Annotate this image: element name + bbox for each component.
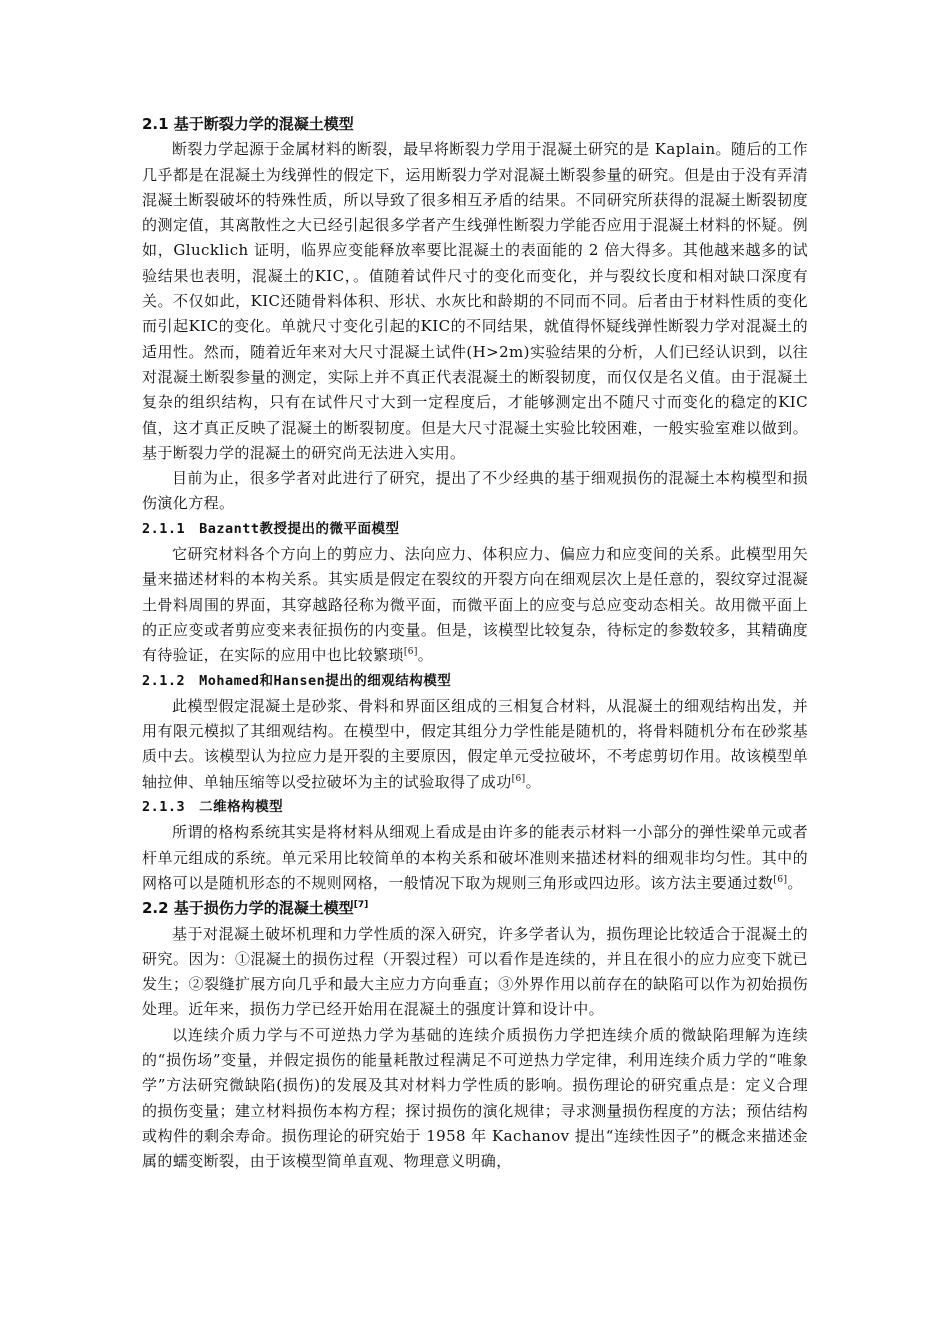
citation-ref: [7] (353, 900, 369, 911)
paragraph-lattice-model (142, 820, 808, 896)
paragraph-end: 。 (417, 646, 434, 665)
paragraph-mesostructure-model (142, 694, 808, 795)
paragraph-microplane-model (142, 542, 808, 668)
citation-ref: [6] (773, 874, 788, 885)
document-page (142, 112, 808, 1174)
section-title-text: 2.2 基于损伤力学的混凝土模型 (142, 899, 354, 918)
paragraph-text: 它研究材料各个方向上的剪应力、法向应力、体积应力、偏应力和应变间的关系。此模型用矢量来描述材料的本构关系。其实质是假定在裂纹的开裂方向在细观层次上是任意的，裂纹穿过混凝土骨料周围的界面，其穿越路径称为微平面，而微平面上的应变与总应变动态相关。故用微平面上的正应变或者剪应变来表征损伤的内变量。但是，该模型比较复杂，待标定的参数较多，其精确度有待验证，在实际的应用中也比较繁琐 (142, 545, 808, 665)
section-heading-2-2 (142, 896, 808, 921)
subsection-heading-2-1-2: 2.1.2 Mohamed和Hansen提出的细观结构模型 (142, 672, 452, 689)
paragraph-damage-mechanics: 基于对混凝土破坏机理和力学性质的深入研究，许多学者认为，损伤理论比较适合于混凝土的研究。因为：①混凝土的损伤过程（开裂过程）可以看作是连续的，并且在很小的应力应变下就已发生；②裂缝扩展方向几乎和最大主应力方向垂直；③外界作用以前存在的缺陷可以作为初始损伤处理。近年来，损伤力学已经开始用在混凝土的强度计算和设计中。 (142, 924, 808, 1019)
paragraph-end: 。 (525, 772, 541, 791)
paragraph-fracture-mechanics: 断裂力学起源于金属材料的断裂，最早将断裂力学用于混凝土研究的是 Kaplain。随后的工作几乎都是在混凝土为线弹性的假定下，运用断裂力学对混凝土断裂参量的研究。但是由于没有弄清混凝土断裂破坏的特殊性质，所以导致了很多相互矛盾的结果。不同研究所获得的混凝土断裂韧度的测定值，其离散性之大已经引起很多学者产生线弹性断裂力学能否应用于混凝土材料的怀疑。例如，Glucklich 证明，临界应变能释放率要比混凝土的表面能的 2 倍大得多。其他越来越多的试验结果也表明，混凝土的KIC，。值随着试件尺寸的变化而变化，并与裂纹长度和相对缺口深度有关。不仅如此，KIC还随骨料体积、形状、水灰比和龄期的不同而不同。后者由于材料性质的变化而引起KIC的变化。单就尺寸变化引起的KIC的不同结果，就值得怀疑线弹性断裂力学对混凝土的适用性。然而，随着近年来对大尺寸混凝土试件(H>2m)实验结果的分析，人们已经认识到，以往对混凝土断裂参量的测定，实际上并不真正代表混凝土的断裂韧度，而仅仅是名义值。由于混凝土复杂的组织结构，只有在试件尺寸大到一定程度后，才能够测定出不随尺寸而变化的稳定的KIC值，这才真正反映了混凝土的断裂韧度。但是大尺寸混凝土实验比较困难，一般实验室难以做到。基于断裂力学的混凝土的研究尚无法进入实用。 (142, 140, 808, 462)
subsection-heading-2-1-3: 2.1.3 二维格构模型 (142, 799, 284, 816)
section-heading-2-1: 2.1 基于断裂力学的混凝土模型 (142, 115, 354, 133)
paragraph-classic-models: 目前为止，很多学者对此进行了研究，提出了不少经典的基于细观损伤的混凝土本构模型和损伤演化方程。 (142, 469, 808, 513)
subsection-heading-2-1-1: 2.1.1 Bazantt教授提出的微平面模型 (142, 520, 400, 537)
paragraph-continuum-damage: 以连续介质力学与不可逆热力学为基础的连续介质损伤力学把连续介质的微缺陷理解为连续的“损伤场”变量，并假定损伤的能量耗散过程满足不可逆热力学定律，利用连续介质力学的“唯象学”方法研究微缺陷(损伤)的发展及其对材料力学性质的影响。损伤理论的研究重点是：定义合理的损伤变量；建立材料损伤本构方程；探讨损伤的演化规律；寻求测量损伤程度的方法；预估结构或构件的剩余寿命。损伤理论的研究始于 1958 年 Kachanov 提出“连续性因子”的概念来描述金属的蠕变断裂，由于该模型简单直观、物理意义明确， (142, 1025, 808, 1171)
paragraph-end: 。 (787, 873, 803, 892)
citation-ref: [6] (403, 647, 418, 658)
paragraph-text: 此模型假定混凝土是砂浆、骨料和界面区组成的三相复合材料，从混凝土的细观结构出发，并用有限元模拟了其细观结构。在模型中，假定其组分力学性能是随机的，将骨料随机分布在砂浆基质中去。该模型认为拉应力是开裂的主要原因，假定单元受拉破坏，不考虑剪切作用。故该模型单轴拉伸、单轴压缩等以受拉破坏为主的试验取得了成功 (142, 696, 808, 791)
paragraph-text: 所谓的格构系统其实是将材料从细观上看成是由许多的能表示材料一小部分的弹性梁单元或者杆单元组成的系统。单元采用比较简单的本构关系和破坏准则来描述材料的细观非均匀性。其中的网格可以是随机形态的不规则网格，一般情况下取为规则三角形或四边形。该方法主要通过数 (142, 823, 808, 892)
citation-ref: [6] (511, 773, 526, 784)
